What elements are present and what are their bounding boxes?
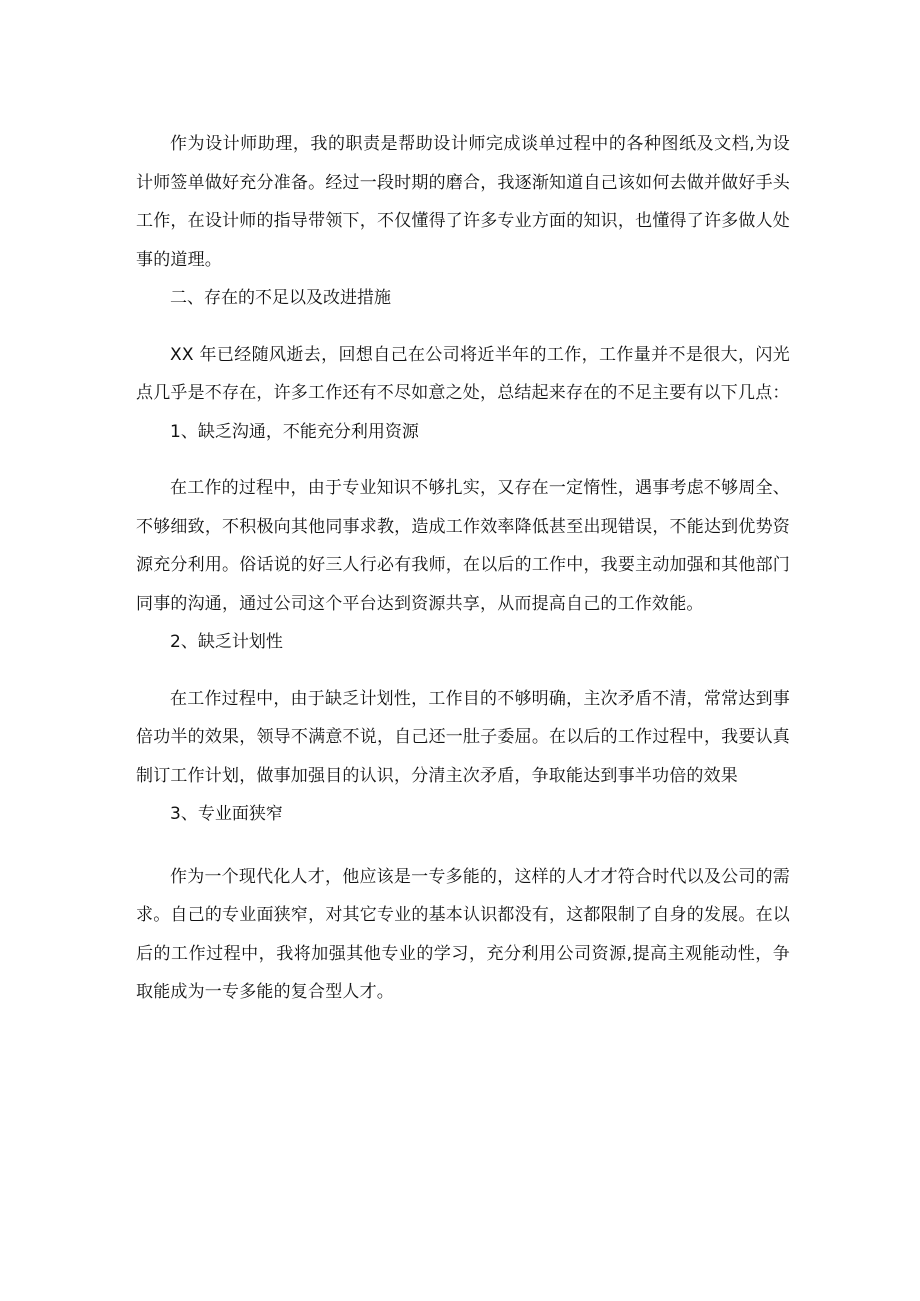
subheading-communication: 1、缺乏沟通，不能充分利用资源: [170, 421, 419, 442]
section-heading-shortcomings: 二、存在的不足以及改进措施: [170, 288, 391, 308]
subheading-planning: 2、缺乏计划性: [170, 632, 283, 652]
document-body: [136, 125, 790, 1012]
paragraph-role-intro: 作为设计师助理，我的职责是帮助设计师完成谈单过程中的各种图纸及文档,为设计师签单做好充分准备。经过一段时期的磨合，我逐渐知道自己该如何去做并做好手头工作，在设计师的指导带领下，不仅懂得了许多专业方面的知识，也懂得了许多做人处事的道理。: [136, 134, 790, 270]
paragraph-planning: 在工作过程中，由于缺乏计划性，工作目的不够明确，主次矛盾不清，常常达到事倍功半的效果，领导不满意不说，自己还一肚子委屈。在以后的工作过程中，我要认真制订工作计划，做事加强目的认识，分清主次矛盾，争取能达到事半功倍的效果: [136, 688, 790, 786]
paragraph-year-summary: XX 年已经随风逝去，回想自己在公司将近半年的工作，工作量并不是很大，闪光点几乎是不存在，许多工作还有不尽如意之处，总结起来存在的不足主要有以下几点：: [136, 344, 790, 403]
paragraph-communication: 在工作的过程中，由于专业知识不够扎实，又存在一定惰性，遇事考虑不够周全、不够细致，不积极向其他同事求教，造成工作效率降低甚至出现错误，不能达到优势资源充分利用。俗话说的好三人行必有我师，在以后的工作中，我要主动加强和其他部门同事的沟通，通过公司这个平台达到资源共享，从而提高自己的工作效能。: [136, 478, 790, 614]
paragraph-narrow-expertise: 作为一个现代化人才，他应该是一专多能的，这样的人才才符合时代以及公司的需求。自己的专业面狭窄，对其它专业的基本认识都没有，这都限制了自身的发展。在以后的工作过程中，我将加强其他专业的学习，充分利用公司资源,提高主观能动性，争取能成为一专多能的复合型人才。: [136, 866, 790, 1002]
subheading-narrow-expertise: 3、专业面狭窄: [170, 804, 283, 824]
